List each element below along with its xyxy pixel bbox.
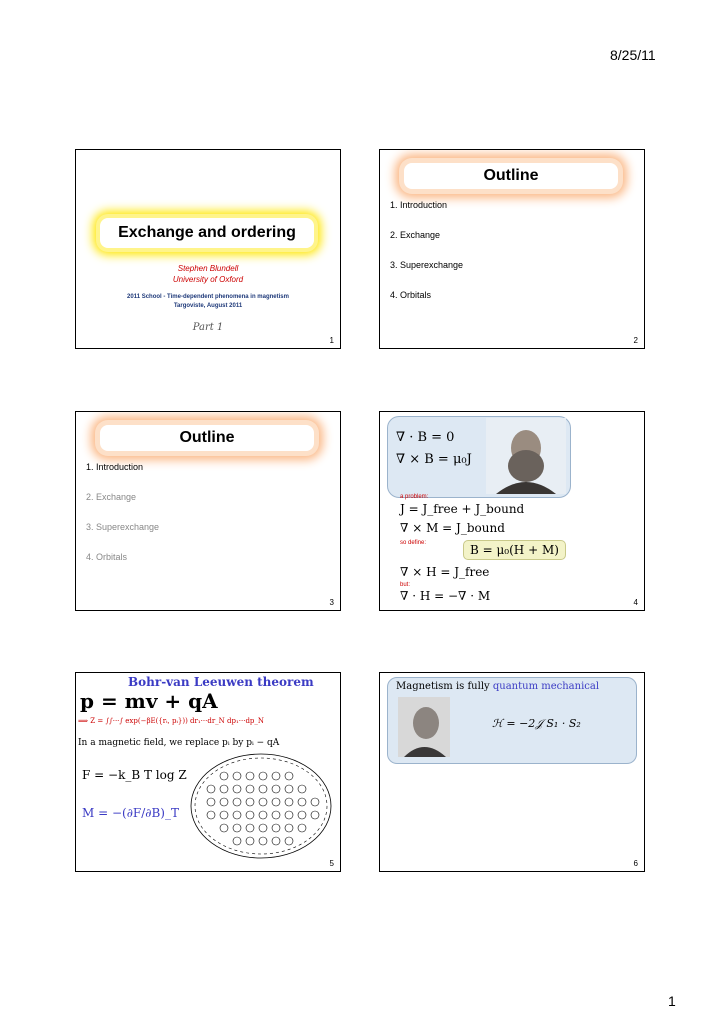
orbit-circle <box>246 785 254 793</box>
equation: ∇ × B = μ₀J <box>396 452 472 467</box>
slide-number: 2 <box>633 336 638 345</box>
orbit-circle <box>246 772 254 780</box>
equation: p = mv + qA <box>80 689 218 713</box>
outline-list <box>390 200 463 320</box>
body-text: In a magnetic field, we replace pᵢ by pᵢ − qA <box>78 738 280 748</box>
orbit-circle <box>272 785 280 793</box>
outline-list <box>86 462 159 582</box>
partition-function: ⟹ Z = ∫∫···∫ exp(−βE({rᵢ, pᵢ})) dr₁···dr_N dp₁···dp_N <box>78 717 265 725</box>
slide-1 <box>75 149 341 349</box>
orbit-circle <box>298 811 306 819</box>
outline-item: 4. Orbitals <box>86 552 128 562</box>
slide-3 <box>75 411 341 611</box>
outline-item: 4. Orbitals <box>390 290 432 300</box>
orbit-circle <box>246 811 254 819</box>
orbit-circle <box>311 798 319 806</box>
orbit-circle <box>259 772 267 780</box>
header-date: 8/25/11 <box>610 47 656 63</box>
portrait-image <box>398 697 450 757</box>
highlighted-equation: B = μ₀(H + M) <box>463 540 566 560</box>
page-number: 1 <box>668 993 676 1009</box>
orbit-circle <box>220 772 228 780</box>
slide-1-title: Exchange and ordering <box>100 218 314 248</box>
orbit-circle <box>207 785 215 793</box>
orbit-circle <box>285 785 293 793</box>
orbit-circle <box>272 824 280 832</box>
equation: M = −(∂F/∂B)_T <box>82 806 179 820</box>
orbit-circle <box>220 785 228 793</box>
title-text: Magnetism is fully <box>396 681 493 692</box>
orbit-circle <box>259 811 267 819</box>
orbit-circle <box>220 824 228 832</box>
orbit-circle <box>285 811 293 819</box>
outline-item: 3. Superexchange <box>86 522 160 532</box>
slide-3-title: Outline <box>100 425 314 451</box>
slide-number: 6 <box>633 859 638 868</box>
school-location: Targoviste, August 2011 <box>173 303 243 309</box>
orbit-circle <box>285 824 293 832</box>
orbit-circle <box>259 824 267 832</box>
author-affiliation: University of Oxford <box>172 275 244 284</box>
orbit-circle <box>272 772 280 780</box>
orbit-circle <box>207 811 215 819</box>
orbit-circle <box>298 798 306 806</box>
orbit-circle <box>220 798 228 806</box>
slide-5-title: Bohr-van Leeuwen theorem <box>128 675 314 689</box>
orbit-circle <box>285 772 293 780</box>
orbit-circle <box>207 798 215 806</box>
hamiltonian-equation: ℋ = −2𝒥 S₁ · S₂ <box>492 717 581 730</box>
portrait-image <box>486 418 566 494</box>
orbit-circle <box>285 837 293 845</box>
slide-5 <box>75 672 341 872</box>
equation: ∇ · H = −∇ · M <box>400 589 491 603</box>
slide-4 <box>379 411 645 611</box>
orbit-circle <box>298 785 306 793</box>
slide-6-title <box>396 681 599 692</box>
orbit-circle <box>233 772 241 780</box>
orbit-circle <box>272 811 280 819</box>
slide-number: 5 <box>329 859 334 868</box>
orbit-circle <box>233 798 241 806</box>
equation: J = J_free + J_bound <box>400 502 525 516</box>
orbit-circle <box>259 837 267 845</box>
slide-6 <box>379 672 645 872</box>
equation: ∇ × M = J_bound <box>400 521 505 535</box>
orbit-circle <box>259 798 267 806</box>
orbit-circle <box>246 824 254 832</box>
orbit-circle <box>233 785 241 793</box>
outline-item: 3. Superexchange <box>390 260 464 270</box>
slide-2 <box>379 149 645 349</box>
orbit-circle <box>233 811 241 819</box>
orbit-circle <box>246 837 254 845</box>
outline-item: 2. Exchange <box>390 230 441 240</box>
outline-item: 1. Introduction <box>390 200 448 210</box>
orbit-circle <box>311 811 319 819</box>
orbit-circle <box>272 837 280 845</box>
slide-2-title: Outline <box>404 163 618 189</box>
outline-item: 2. Exchange <box>86 492 137 502</box>
title-highlight: quantum mechanical <box>492 681 600 692</box>
outline-item: 1. Introduction <box>86 462 144 472</box>
note-text: a problem: <box>400 494 429 500</box>
note-text: but: <box>400 582 411 588</box>
equation: F = −k_B T log Z <box>82 768 187 782</box>
part-label: Part 1 <box>192 322 224 333</box>
orbit-circle <box>272 798 280 806</box>
orbit-circle <box>233 837 241 845</box>
note-text: so define: <box>400 540 427 546</box>
slide-number: 3 <box>329 598 334 607</box>
equation: ∇ × H = J_free <box>400 565 490 579</box>
slide-number: 4 <box>633 598 638 607</box>
slide-number: 1 <box>329 336 334 345</box>
orbit-circle <box>220 811 228 819</box>
orbit-circle <box>298 824 306 832</box>
author-name: Stephen Blundell <box>177 264 239 273</box>
school-name: 2011 School - Time-dependent phenomena in magnetism <box>127 294 289 300</box>
orbit-circle <box>246 798 254 806</box>
orbit-circle <box>233 824 241 832</box>
equation: ∇ · B = 0 <box>396 430 455 445</box>
orbit-circle <box>259 785 267 793</box>
orbit-diagram <box>186 751 336 861</box>
orbit-circle <box>285 798 293 806</box>
